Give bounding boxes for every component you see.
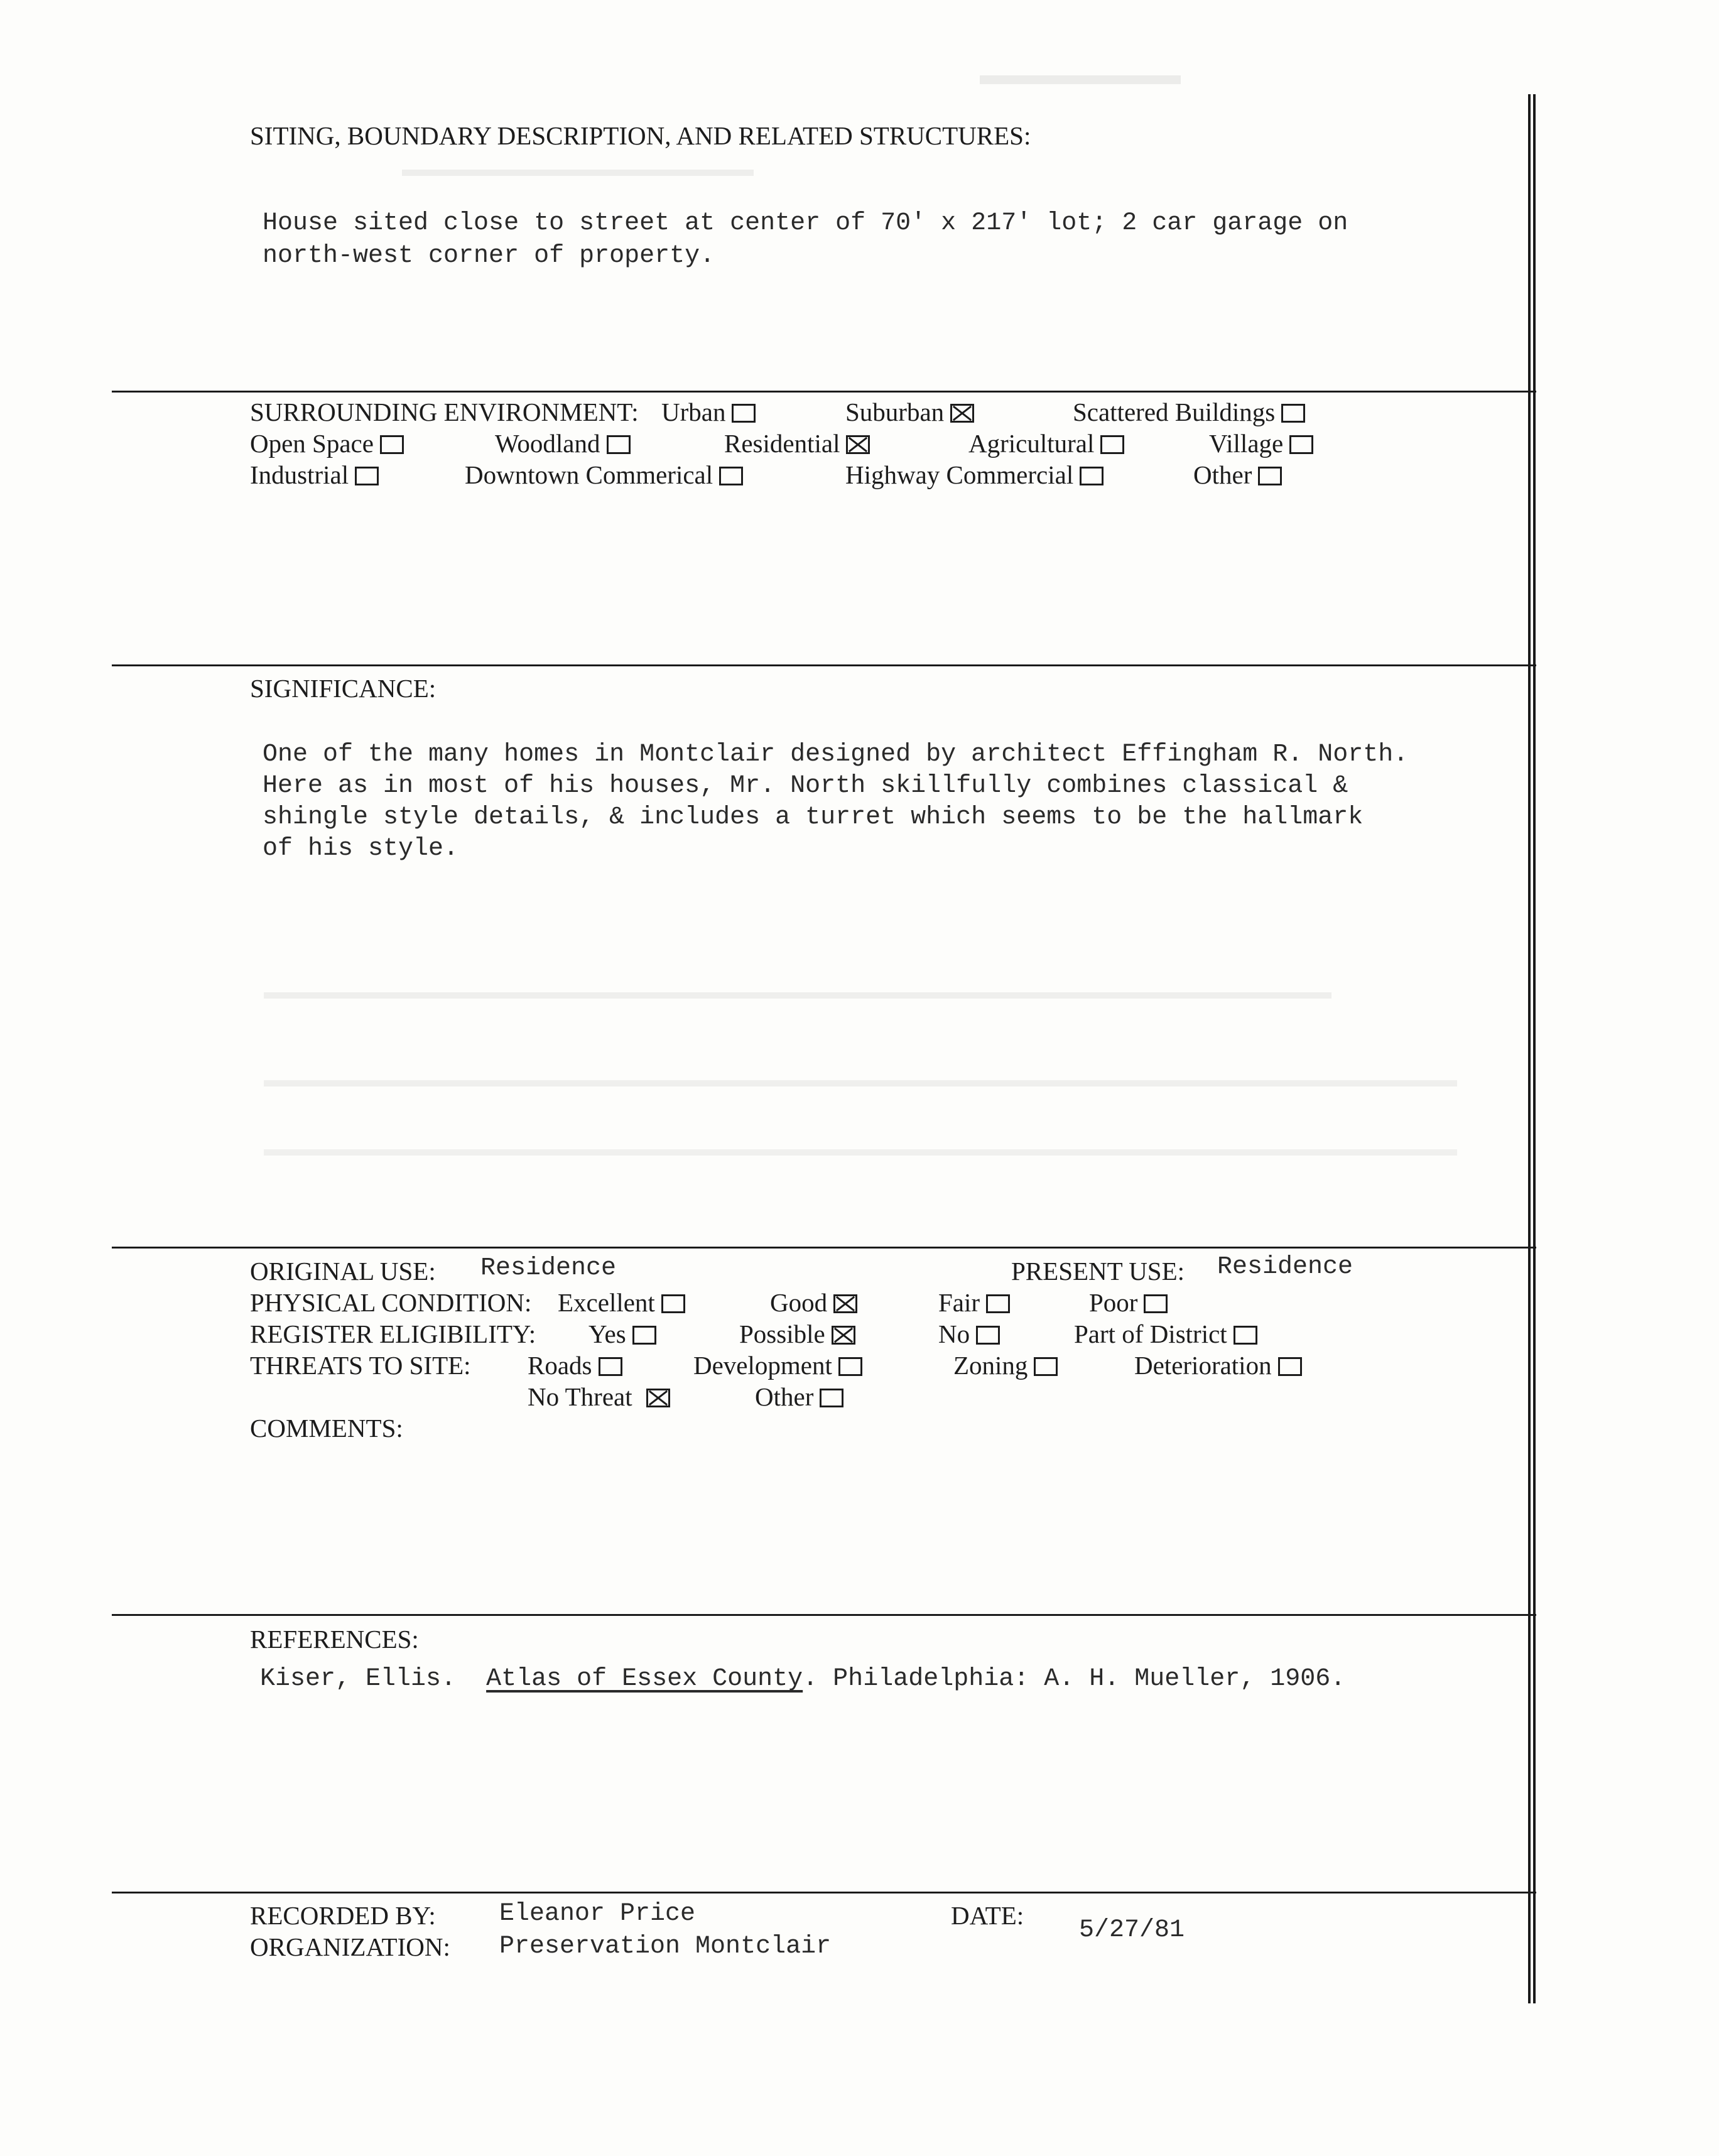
option-no[interactable] [938,1321,1000,1347]
checkbox-development[interactable] [838,1357,862,1376]
organization-label: ORGANIZATION: [250,1932,450,1961]
option-label: Excellent [558,1288,655,1317]
option-village[interactable] [1209,431,1313,457]
option-label: Part of District [1074,1319,1227,1348]
date-label: DATE: [951,1901,1024,1930]
significance-line-1: One of the many homes in Montclair designed by architect Effingham R. North. [263,740,1409,769]
checkbox-fair[interactable] [986,1294,1010,1313]
bleed-through-mark [264,992,1331,999]
section-divider [112,1247,1536,1249]
physical-condition-label: PHYSICAL CONDITION: [250,1288,532,1317]
option-label: Industrial [250,460,349,489]
bleed-through-mark [402,170,754,176]
option-label: Good [770,1288,828,1317]
siting-heading: SITING, BOUNDARY DESCRIPTION, AND RELATED STRUCTURES: [250,121,1031,150]
option-suburban[interactable] [845,399,974,425]
checkbox-good-checked[interactable] [833,1294,857,1313]
option-label: Downtown Commerical [465,460,713,489]
environment-heading: SURROUNDING ENVIRONMENT: [250,398,639,426]
checkbox-roads[interactable] [599,1357,622,1376]
checkbox-excellent[interactable] [661,1294,685,1313]
option-deterioration[interactable] [1134,1353,1302,1379]
original-use-value: Residence [480,1254,617,1282]
significance-line-2: Here as in most of his houses, Mr. North skillfully combines classical & [263,772,1348,800]
option-yes[interactable] [588,1321,656,1347]
option-open-space[interactable] [250,431,404,457]
option-label: No Threat [528,1382,632,1411]
option-no-threat[interactable] [528,1384,670,1410]
checkbox-poor[interactable] [1144,1294,1168,1313]
checkbox-deterioration[interactable] [1278,1357,1302,1376]
option-part-of-district[interactable] [1074,1321,1257,1347]
option-highway-commercial[interactable] [845,462,1104,488]
significance-line-3: shingle style details, & includes a turret which seems to be the hallmark [263,803,1364,832]
option-other-threat[interactable] [755,1384,843,1410]
section-divider [112,664,1536,666]
bleed-through-mark [980,75,1181,84]
checkbox-industrial[interactable] [355,467,379,485]
option-label: Suburban [845,398,945,426]
option-poor[interactable] [1089,1290,1168,1316]
present-use-value: Residence [1217,1253,1353,1281]
option-label: Highway Commercial [845,460,1074,489]
option-label: Scattered Buildings [1073,398,1276,426]
option-label: Woodland [495,429,600,458]
section-divider [112,1614,1536,1616]
section-divider [112,1892,1536,1893]
checkbox-woodland[interactable] [607,435,631,454]
date-value: 5/27/81 [1079,1916,1185,1944]
checkbox-urban[interactable] [732,404,756,423]
recorded-by-value: Eleanor Price [499,1900,696,1928]
option-label: Possible [739,1319,825,1348]
threats-label: THREATS TO SITE: [250,1351,471,1380]
option-label: Deterioration [1134,1351,1272,1380]
checkbox-open-space[interactable] [380,435,404,454]
option-other-environment[interactable] [1193,462,1282,488]
option-fair[interactable] [938,1290,1010,1316]
option-industrial[interactable] [250,462,379,488]
checkbox-other-environment[interactable] [1258,467,1282,485]
checkbox-residential-checked[interactable] [846,435,870,454]
option-label: Village [1209,429,1284,458]
option-label: Fair [938,1288,980,1317]
right-border-line-outer [1533,94,1536,2003]
checkbox-yes[interactable] [632,1326,656,1345]
siting-text-line-1: House sited close to street at center of 70' x 217' lot; 2 car garage on [263,209,1348,237]
reference-publisher: . Philadelphia: A. H. Mueller, 1906. [803,1665,1346,1693]
recorded-by-label: RECORDED BY: [250,1901,436,1930]
option-label: Development [693,1351,832,1380]
checkbox-scattered-buildings[interactable] [1281,404,1305,423]
option-possible[interactable] [739,1321,855,1347]
checkbox-suburban-checked[interactable] [950,404,974,423]
option-label: Urban [661,398,726,426]
checkbox-downtown-commerical[interactable] [719,467,743,485]
reference-title: Atlas of Essex County [486,1665,803,1693]
option-urban[interactable] [661,399,756,425]
option-woodland[interactable] [495,431,631,457]
option-roads[interactable] [528,1353,622,1379]
checkbox-possible-checked[interactable] [832,1326,855,1345]
comments-label: COMMENTS: [250,1414,403,1443]
option-label: Other [1193,460,1252,489]
checkbox-no-threat-checked[interactable] [646,1389,670,1407]
checkbox-village[interactable] [1289,435,1313,454]
option-residential[interactable] [724,431,870,457]
option-label: Open Space [250,429,374,458]
significance-line-4: of his style. [263,835,459,863]
bleed-through-mark [264,1149,1457,1156]
checkbox-other-threat[interactable] [820,1389,843,1407]
reference-author: Kiser, Ellis. [260,1665,457,1693]
option-label: No [938,1319,970,1348]
register-eligibility-label: REGISTER ELIGIBILITY: [250,1319,536,1348]
option-label: Agricultural [968,429,1095,458]
significance-heading: SIGNIFICANCE: [250,674,437,703]
checkbox-no[interactable] [976,1326,1000,1345]
option-excellent[interactable] [558,1290,685,1316]
option-agricultural[interactable] [968,431,1124,457]
option-label: Roads [528,1351,592,1380]
present-use-label: PRESENT USE: [1011,1257,1185,1286]
option-label: Poor [1089,1288,1138,1317]
option-label: Yes [588,1319,626,1348]
section-divider [112,391,1536,393]
references-heading: REFERENCES: [250,1625,419,1654]
option-good[interactable] [770,1290,857,1316]
checkbox-part-of-district[interactable] [1234,1326,1257,1345]
checkbox-zoning[interactable] [1034,1357,1058,1376]
siting-text-line-2: north-west corner of property. [263,242,715,270]
reference-entry [260,1667,1345,1692]
option-scattered-buildings[interactable] [1073,399,1305,425]
right-border-line-inner [1528,94,1531,2003]
option-label: Residential [724,429,840,458]
original-use-label: ORIGINAL USE: [250,1257,436,1286]
option-zoning[interactable] [953,1353,1058,1379]
option-downtown-commerical[interactable] [465,462,743,488]
checkbox-highway-commercial[interactable] [1080,467,1104,485]
checkbox-agricultural[interactable] [1100,435,1124,454]
option-label: Zoning [953,1351,1028,1380]
bleed-through-mark [264,1080,1457,1086]
option-label: Other [755,1382,814,1411]
option-development[interactable] [693,1353,862,1379]
organization-value: Preservation Montclair [499,1932,832,1961]
